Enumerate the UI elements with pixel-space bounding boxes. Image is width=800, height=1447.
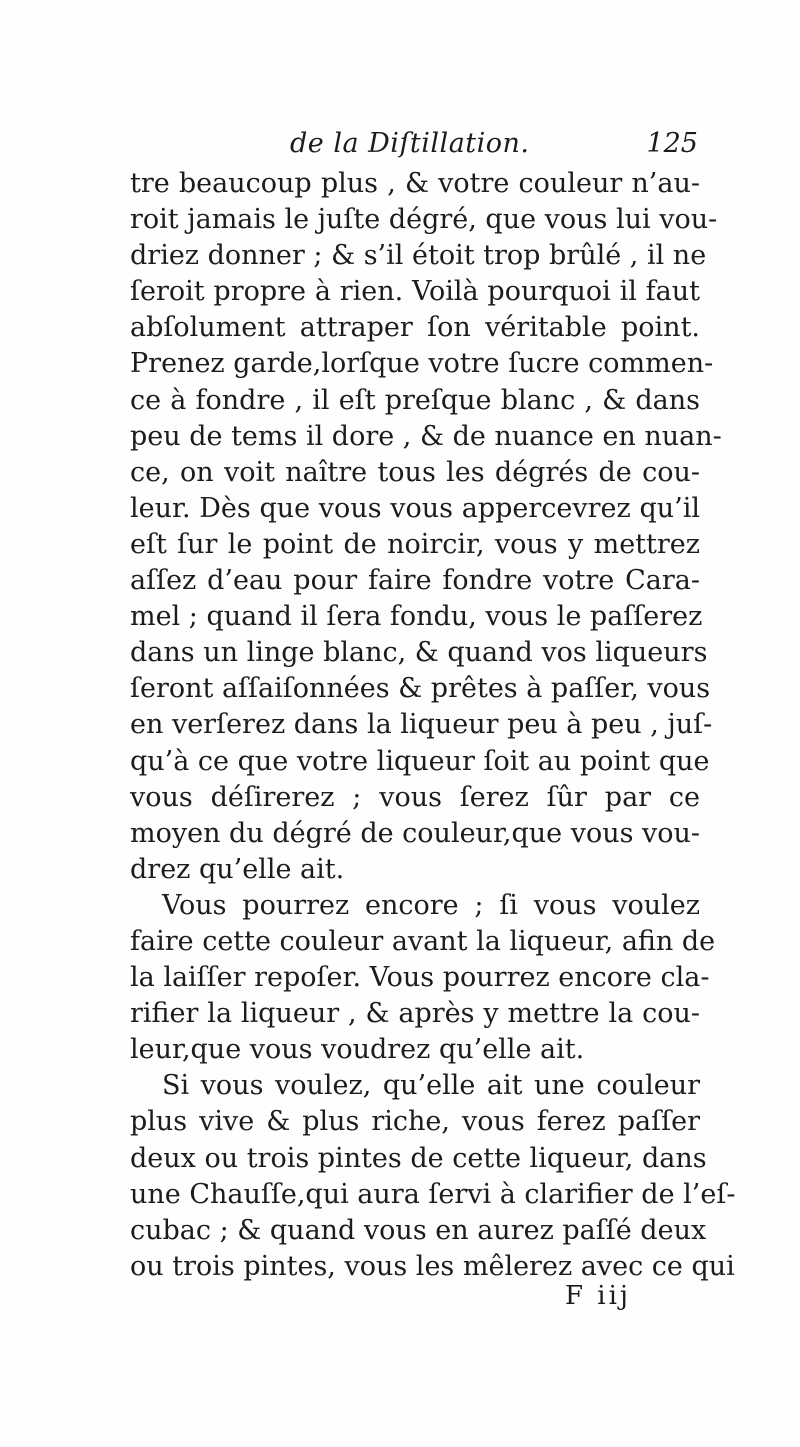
text-line: ou trois pintes, vous les mêlerez avec ce qui (130, 1250, 735, 1282)
text-line: leur. Dès que vous vous appercevrez qu’il (130, 492, 700, 524)
text-line: Si vous voulez, qu’elle ait une couleur (162, 1070, 700, 1102)
text-line: roit jamais le juſte dégré, que vous lui vou- (130, 204, 718, 236)
text-line: une Chauſſe,qui aura ſervi à clarifier de l’eſ- (130, 1178, 736, 1210)
text-line: drez qu’elle ait. (130, 853, 345, 885)
text-line: Prenez garde,lorſque votre ſucre commen- (130, 348, 714, 380)
text-line: eſt ſur le point de noircir, vous y mettrez (130, 528, 700, 560)
text-line: plus vive & plus riche, vous ferez paſſer (130, 1106, 700, 1138)
text-line: dans un linge blanc, & quand vos liqueurs (130, 637, 708, 669)
running-title: de la Diſtillation. (290, 128, 530, 159)
text-line: abſolument attraper ſon véritable point. (130, 312, 700, 344)
running-head (290, 128, 710, 168)
text-line: ce à fondre , il eſt preſque blanc , & dans (130, 384, 700, 416)
text-line: faire cette couleur avant la liqueur, afin de (130, 925, 716, 957)
text-line: la laiſſer repoſer. Vous pourrez encore cla- (130, 962, 710, 994)
body-text (130, 166, 736, 1285)
text-line: Vous pourrez encore ; ſi vous voulez (162, 889, 700, 921)
text-line: peu de tems il dore , & de nuance en nuan- (130, 420, 722, 452)
text-line: driez donner ; & s’il étoit trop brûlé , il ne (130, 240, 707, 272)
text-line: moyen du dégré de couleur,que vous vou- (130, 817, 701, 849)
text-line: en verſerez dans la liqueur peu à peu , juſ- (130, 709, 713, 741)
text-line: vous déſirerez ; vous ſerez ſûr par ce (130, 781, 700, 813)
text-line: ſeront aſſaiſonnées & prêtes à paſſer, vous (130, 673, 711, 705)
signature-mark: F iij (565, 1281, 631, 1311)
text-line: tre beaucoup plus , & votre couleur n’au- (130, 168, 700, 199)
text-line: deux ou trois pintes de cette liqueur, dans (130, 1142, 707, 1174)
text-line: ce, on voit naître tous les dégrés de cou- (130, 456, 700, 488)
text-line: leur,que vous voudrez qu’elle ait. (130, 1034, 585, 1066)
text-line: mel ; quand il ſera fondu, vous le paſſerez (130, 601, 703, 633)
text-line: cubac ; & quand vous en aurez paſſé deux (130, 1214, 707, 1246)
text-line: qu’à ce que votre liqueur ſoit au point que (130, 745, 710, 777)
text-line: ſeroit propre à rien. Voilà pourquoi il faut (130, 276, 700, 308)
page-number: 125 (646, 128, 698, 159)
text-line: rifier la liqueur , & après y mettre la cou- (130, 998, 700, 1030)
text-line: aſſez d’eau pour faire fondre votre Cara- (130, 565, 700, 597)
